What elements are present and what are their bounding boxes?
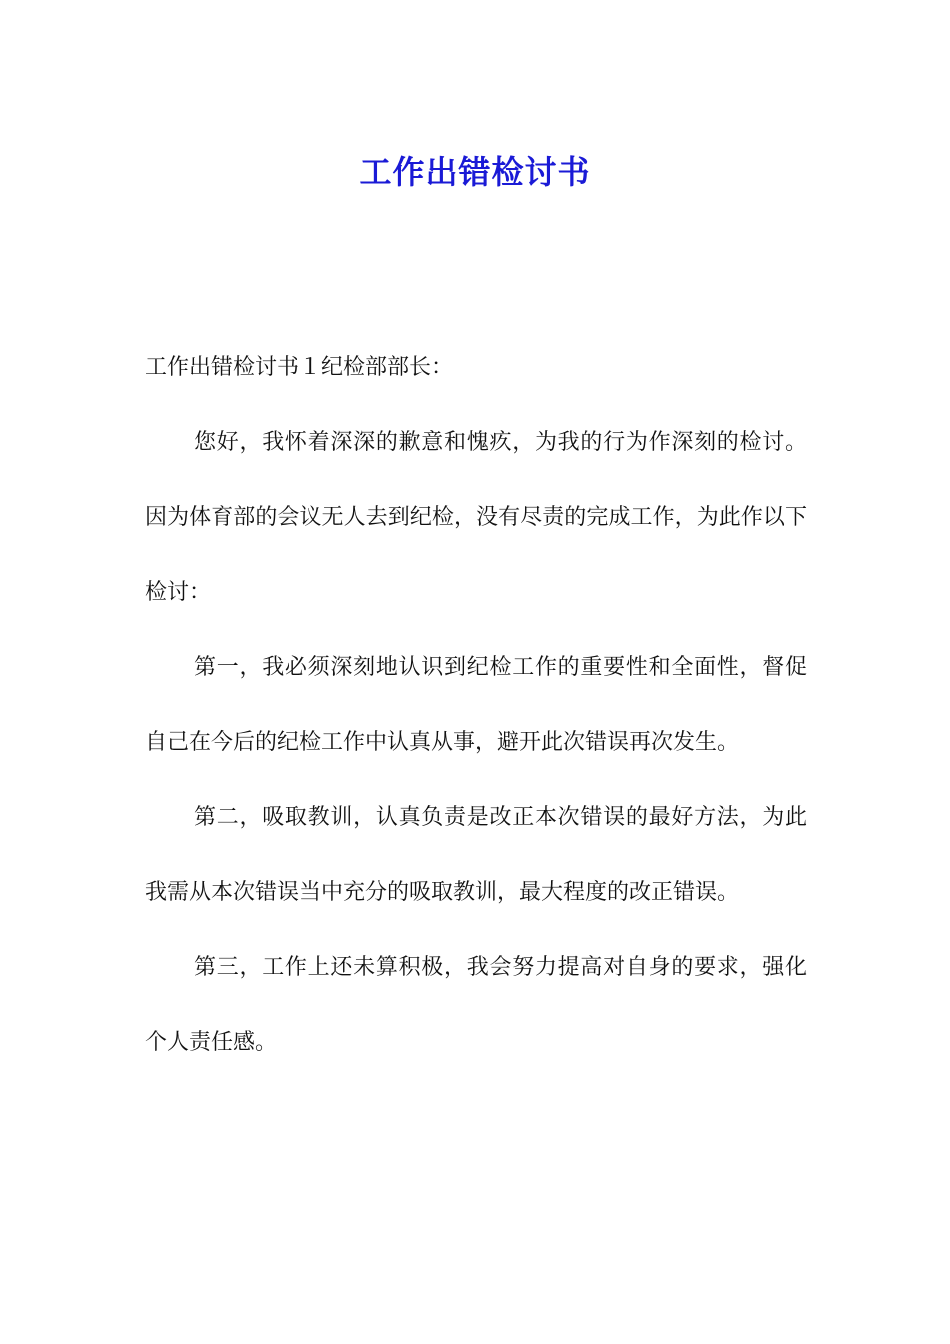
- salutation-paragraph: 工作出错检讨书１纪检部部长：: [145, 355, 454, 380]
- document-title: 工作出错检讨书: [359, 153, 591, 192]
- document-body: [145, 330, 807, 1080]
- intro-paragraph: 您好，我怀着深深的歉意和愧疚，为我的行为作深刻的检讨。因为体育部的会议无人去到纪检，没有尽责的完成工作，为此作以下检讨：: [145, 430, 807, 605]
- point-two-paragraph: 第二，吸取教训，认真负责是改正本次错误的最好方法，为此我需从本次错误当中充分的吸取教训，最大程度的改正错误。: [145, 805, 807, 905]
- point-one-paragraph: 第一，我必须深刻地认识到纪检工作的重要性和全面性，督促自己在今后的纪检工作中认真从事，避开此次错误再次发生。: [145, 655, 807, 755]
- point-three-paragraph: 第三，工作上还未算积极，我会努力提高对自身的要求，强化个人责任感。: [145, 955, 807, 1055]
